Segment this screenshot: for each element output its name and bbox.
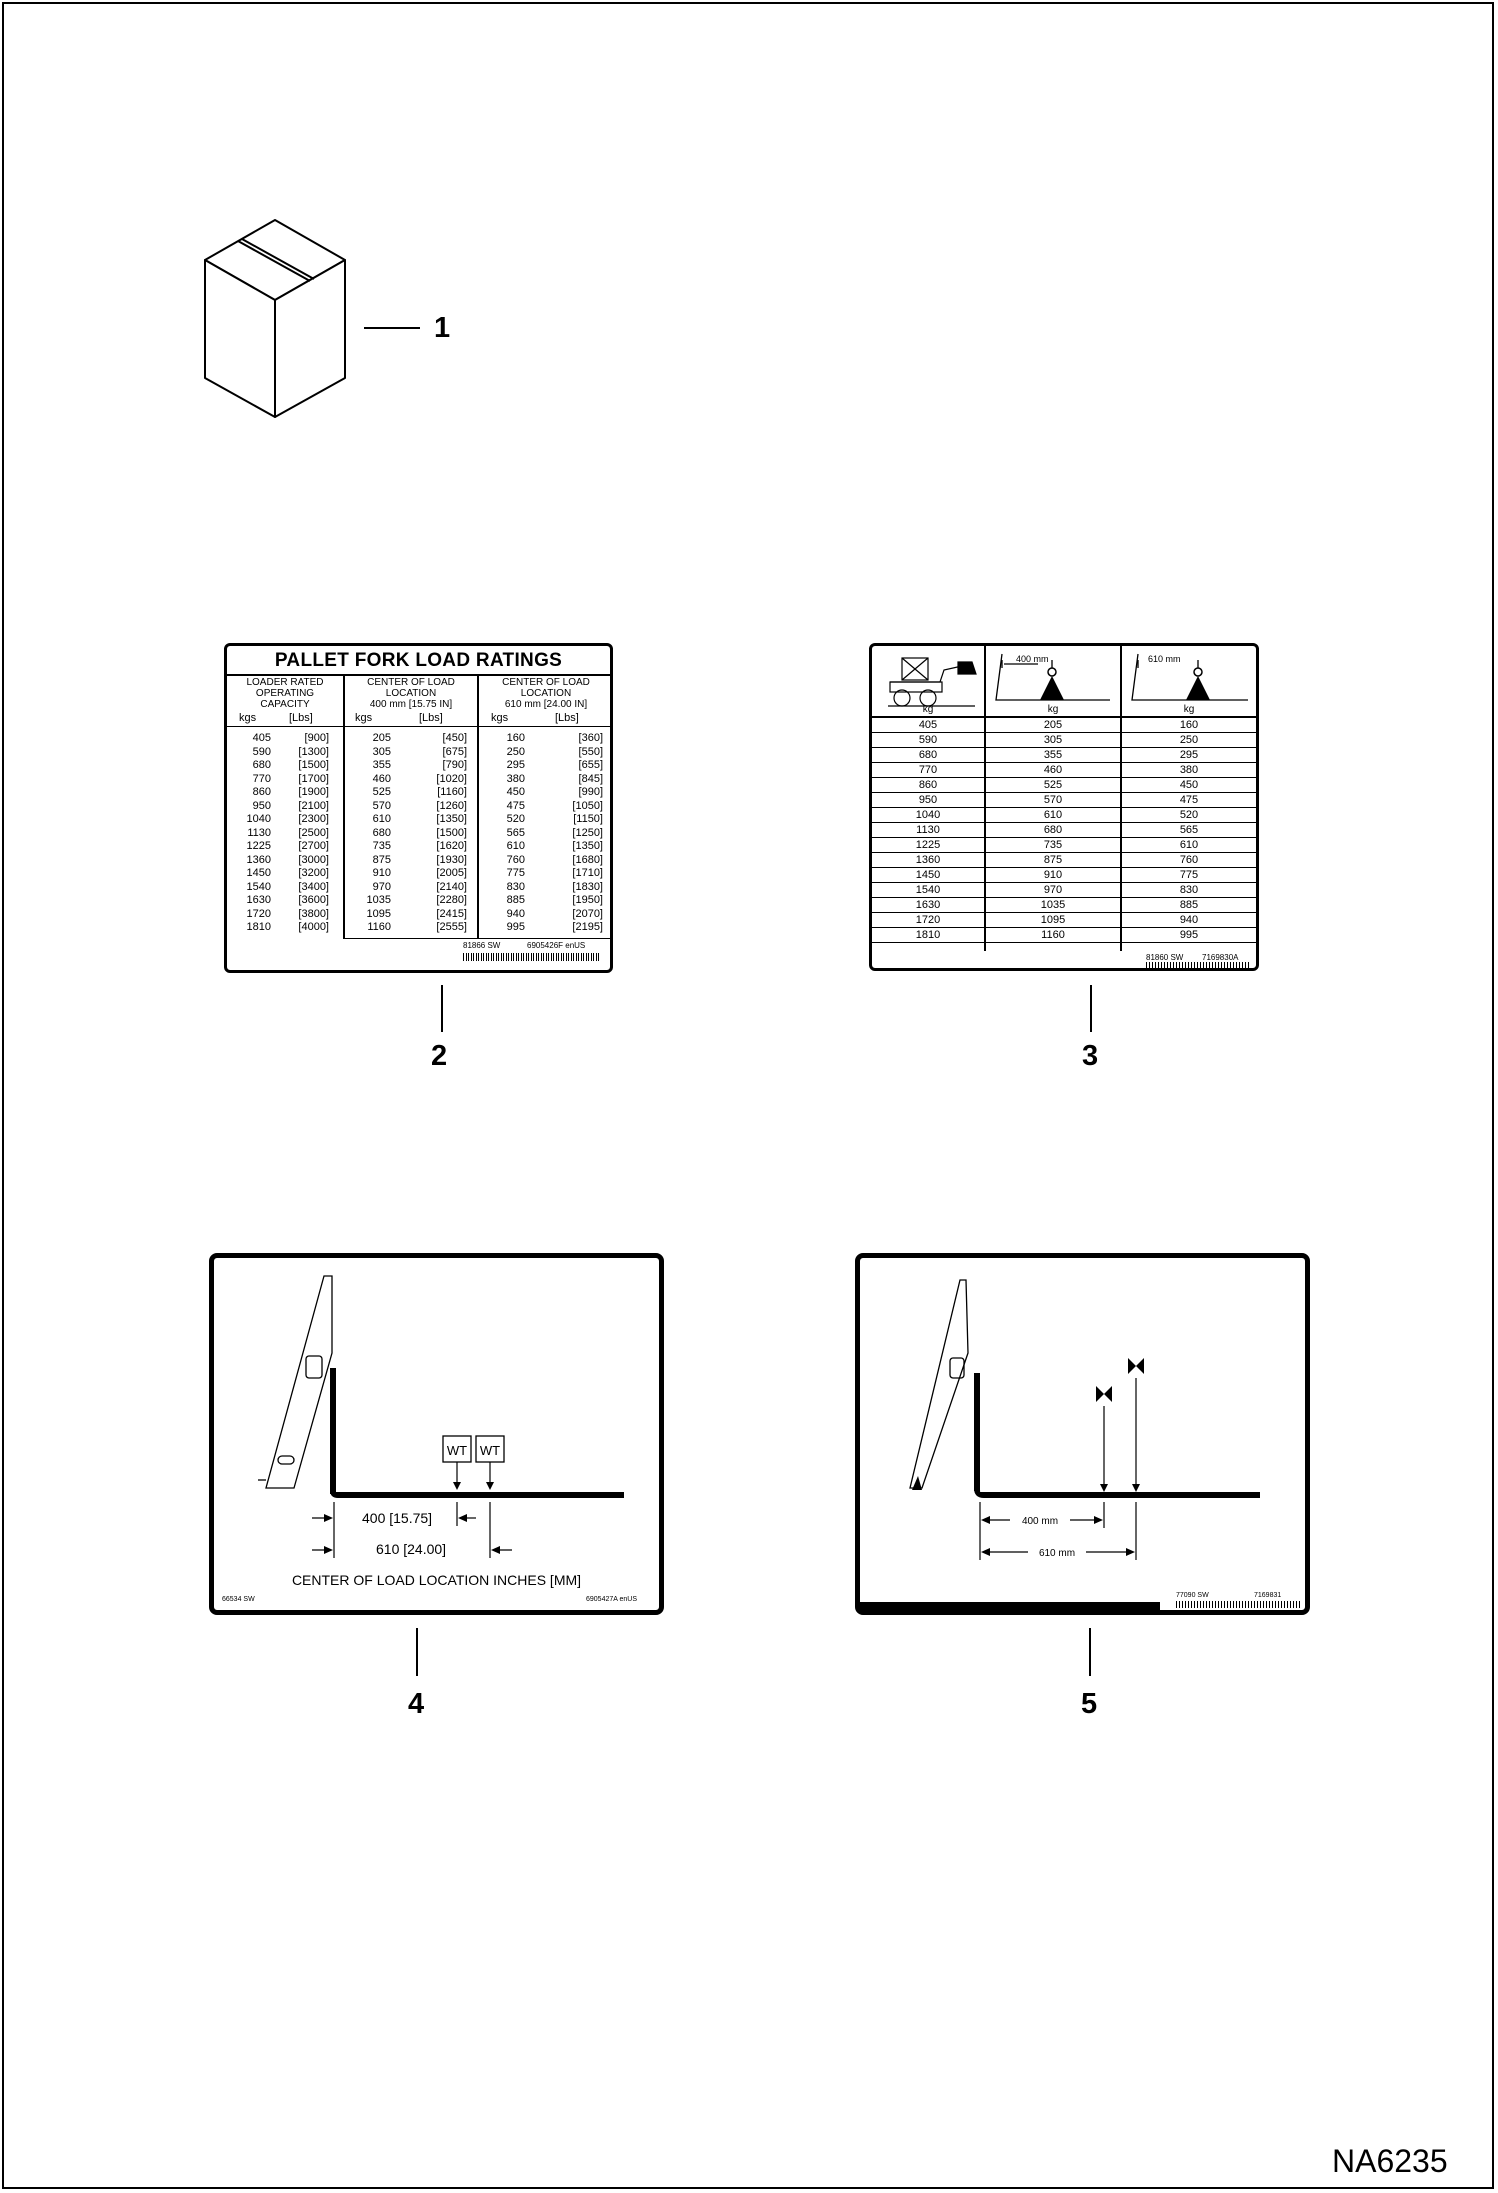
table-cell: 205 [372,732,391,744]
table-cell: 305 [372,745,391,758]
table-cell: [1700] [298,772,329,785]
table-cell: [2280] [436,894,467,906]
table-cell: 885 [1179,899,1199,911]
header-line: LOCATION [385,688,437,699]
callout-leader-4 [416,1628,418,1676]
table-cell: 250 [1179,734,1199,746]
caption: CENTER OF LOAD LOCATION INCHES [MM] [291,1572,582,1588]
table-cell: [3200] [298,867,329,879]
table-cell: 1040 [246,813,271,825]
table-row [227,921,610,934]
table-cell: [2195] [572,921,603,933]
table-cell: 940 [1179,914,1199,926]
table-cell: 1160 [367,921,391,933]
table-cell: [655] [578,759,603,771]
dim-label: 400 [15.75] [362,1510,433,1526]
table-cell: 1360 [915,854,941,866]
table-cell: 1720 [246,907,271,920]
table-row [872,793,1256,808]
unit-lb: [Lbs] [419,712,443,724]
table-cell: [2555] [436,921,467,933]
wt-block [443,1436,471,1490]
center-of-load-decal [209,1253,664,1615]
table-cell: 1450 [915,869,941,881]
table-cell: [790] [442,759,467,771]
table-cell: 680 [918,749,938,761]
load-center-marker [1128,1358,1144,1492]
table-cell: 570 [372,799,391,812]
dim-label: 610 [24.00] [376,1541,447,1557]
barcode [1176,1601,1300,1608]
table-cell: 590 [252,745,271,758]
table-cell: 970 [1043,884,1063,896]
table-cell: 450 [1179,779,1199,791]
table-cell: 910 [372,867,391,879]
document-id: NA6235 [1332,2143,1448,2179]
table-cell: 735 [1043,839,1063,851]
table-cell: [1160] [437,786,467,798]
table-row [227,732,610,745]
table-cell: 380 [1179,764,1199,776]
table-cell: 355 [372,759,391,771]
table-cell: 380 [506,772,525,785]
package-box-icon [200,215,350,420]
table-cell: [1300] [298,745,329,758]
table-cell: [3800] [298,907,329,920]
table-cell: [2070] [572,907,603,920]
table-cell: 770 [252,772,271,785]
table-cell: 1130 [247,826,271,839]
table-row [227,827,610,840]
table-row [872,913,1256,928]
fork-diagram [214,1258,659,1610]
table-cell: [1020] [436,772,467,785]
table-cell: [1680] [572,853,603,866]
table-cell: 475 [1179,794,1199,806]
table-row [227,786,610,799]
table-cell: 1035 [366,894,391,906]
decal-version: 7169831 [1254,1592,1282,1599]
table-cell: [1350] [572,840,603,852]
table-cell: 1225 [915,839,941,851]
table-cell: 735 [372,840,391,852]
table-row [872,778,1256,793]
unit-kg: kgs [355,712,373,724]
table-row [227,854,610,867]
capacity-header [227,677,343,710]
table-row [227,867,610,880]
table-row [227,759,610,772]
table-cell: 1540 [246,880,271,893]
table-cell: [1260] [436,799,467,812]
table-cell: 355 [1043,749,1063,761]
table-cell: 830 [1179,884,1199,896]
table-row [872,898,1256,913]
header-line: 610 mm [24.00 IN] [504,699,588,710]
table-cell: [1050] [572,799,603,812]
barcode [1146,962,1250,968]
pictorial-center-of-load-decal [855,1253,1310,1615]
table-cell: 995 [506,921,525,933]
table-cell: [2140] [436,880,467,893]
table-cell: 885 [506,894,525,906]
table-cell: 680 [1043,824,1063,836]
table-cell: 590 [918,734,938,746]
callout-5: 5 [1081,1688,1098,1720]
callout-leader-5 [1089,1628,1091,1676]
table-cell: 610 [1179,839,1199,851]
table-cell: [550] [578,745,603,758]
table-cell: 1095 [366,907,391,920]
table-cell: 1810 [915,929,941,941]
table-row [227,881,610,894]
table-cell: 860 [918,779,938,791]
table-cell: 950 [918,794,938,806]
decal-part-number: 66534 SW [222,1596,255,1603]
table-cell: [1500] [298,759,329,771]
table-cell: 910 [1043,869,1063,881]
callout-leader-2 [441,985,443,1032]
table-cell: 305 [1043,734,1063,746]
table-cell: 950 [252,799,271,812]
table-row [227,840,610,853]
table-row [872,733,1256,748]
table-cell: 775 [1179,869,1199,881]
header-rule [227,726,610,727]
table-cell: 450 [506,786,525,798]
load-rating-decal [224,643,613,973]
table-cell: [2300] [298,813,329,825]
barcode [463,953,599,961]
table-cell: 295 [1179,749,1199,761]
table-cell: 875 [1043,854,1063,866]
table-cell: 570 [1043,794,1063,806]
icon-load-rating-decal [869,643,1259,971]
header-line: LOCATION [520,688,572,699]
table-cell: 610 [372,813,391,825]
table-cell: [990] [578,786,603,798]
table-cell: 1720 [915,914,941,926]
table-cell: 1450 [246,867,271,879]
table-row [872,823,1256,838]
table-cell: 610 [1043,809,1063,821]
table-cell: [2005] [436,867,467,879]
table-cell: 405 [252,732,271,744]
unit-kg: kg [922,704,934,715]
decal-version: 7169830A [1202,953,1239,962]
table-cell: 680 [252,759,271,771]
table-row [872,868,1256,883]
table-cell: 830 [506,880,525,893]
table-cell: [1950] [572,894,603,906]
table-cell: 565 [506,826,525,839]
table-cell: [1250] [572,826,603,839]
400mm-header [345,677,477,710]
table-cell: 520 [1179,809,1199,821]
fork-diagram [860,1258,1305,1610]
bottom-bar [860,1602,1160,1610]
table-cell: [2700] [298,840,329,852]
decal-version: 6905426F enUS [527,941,586,950]
table-cell: [2415] [436,907,467,920]
table-cell: 775 [506,867,525,879]
table-cell: [2500] [298,826,329,839]
table-row [227,894,610,907]
table-cell: 1360 [246,853,271,866]
callout-2: 2 [431,1040,448,1072]
decal-part-number: 81860 SW [1146,953,1184,962]
table-row [872,718,1256,733]
callout-leader-3 [1090,985,1092,1032]
table-cell: [360] [578,732,603,744]
table-cell: 460 [1043,764,1063,776]
table-row [227,908,610,921]
table-cell: [900] [304,732,329,744]
wt-label: WT [479,1443,501,1458]
unit-kg: kgs [239,712,257,724]
decal-part-number: 77090 SW [1176,1592,1209,1599]
table-cell: 940 [506,907,525,920]
table-row [872,748,1256,763]
unit-kg: kg [1183,704,1195,715]
table-cell: 770 [918,764,938,776]
table-cell: 860 [252,786,271,798]
wt-label: WT [446,1443,468,1458]
table-cell: 525 [1043,779,1063,791]
table-cell: 295 [506,759,525,771]
table-cell: [1710] [572,867,603,879]
fork-400mm-icon [990,650,1116,708]
table-cell: [2100] [298,799,329,812]
table-cell: 520 [506,813,525,825]
table-cell: 970 [372,880,391,893]
table-row [227,746,610,759]
table-cell: 1225 [246,840,271,852]
table-cell: [3600] [298,894,329,906]
header-line: CENTER OF LOAD [502,677,590,688]
table-cell: [675] [442,745,467,758]
table-cell: 1540 [915,884,941,896]
table-cell: [1900] [298,786,329,798]
callout-3: 3 [1082,1040,1099,1072]
table-cell: 610 [506,840,525,852]
table-cell: 475 [506,799,525,812]
table-cell: 160 [1179,719,1199,731]
table-cell: 160 [506,732,525,744]
unit-kg: kgs [491,712,509,724]
dim-label: 400 mm [1021,1516,1059,1527]
table-cell: [1930] [436,853,467,866]
header-line: LOADER RATED [246,677,324,688]
fork-610mm-icon [1126,650,1254,708]
decal-version: 6905427A enUS [586,1596,637,1603]
table-cell: [1350] [436,813,467,825]
table-cell: 405 [918,719,938,731]
table-row [872,928,1256,943]
header-line: CAPACITY [260,699,310,710]
unit-lb: [Lbs] [555,712,579,724]
table-cell: 1095 [1040,914,1066,926]
table-cell: 760 [506,853,525,866]
table-cell: 565 [1179,824,1199,836]
dim-label: 610 mm [1038,1548,1076,1559]
table-row [872,853,1256,868]
header-line: CENTER OF LOAD [367,677,455,688]
table-cell: 1035 [1040,899,1066,911]
decal-part-number: 81866 SW [463,941,501,950]
table-cell: 680 [372,826,391,839]
header-line: OPERATING [255,688,315,699]
table-cell: 1630 [915,899,941,911]
callout-1: 1 [434,312,451,344]
table-cell: [1620] [436,840,467,852]
table-cell: 250 [506,745,525,758]
table-cell: 1630 [246,894,271,906]
callout-leader-1 [364,327,420,329]
table-cell: 205 [1043,719,1063,731]
header-line: 400 mm [15.75 IN] [369,699,453,710]
table-cell: 460 [372,772,391,785]
table-cell: [845] [578,772,603,785]
table-cell: [3400] [298,880,329,893]
table-cell: [450] [442,732,467,744]
table-cell: 760 [1179,854,1199,866]
table-cell: 525 [372,786,391,798]
table-cell: [4000] [298,921,329,933]
table-cell: 1160 [1041,929,1065,941]
table-row [227,813,610,826]
table-row [872,838,1256,853]
decal-title: PALLET FORK LOAD RATINGS [274,650,563,671]
table-cell: 1130 [916,824,940,836]
skid-steer-loader-icon [880,650,980,710]
title-rule [227,674,610,676]
wt-block [476,1436,504,1490]
dim-label: 400 mm [1016,654,1049,664]
callout-4: 4 [408,1688,425,1720]
unit-kg: kg [1047,704,1059,715]
table-cell: 995 [1179,929,1199,941]
table-cell: [1150] [573,813,603,825]
table-row [227,773,610,786]
table-cell: [1830] [572,880,603,893]
table-row [872,883,1256,898]
dim-label: 610 mm [1148,654,1181,664]
table-row [872,808,1256,823]
table-cell: 1040 [915,809,941,821]
load-center-marker [1096,1386,1112,1492]
table-row [227,800,610,813]
footer-rule [343,938,610,939]
610mm-header [479,677,613,710]
table-row [872,763,1256,778]
unit-lb: [Lbs] [289,712,313,724]
table-cell: 1810 [246,921,271,933]
table-cell: [3000] [298,853,329,866]
table-cell: 875 [372,853,391,866]
table-cell: [1500] [436,826,467,839]
